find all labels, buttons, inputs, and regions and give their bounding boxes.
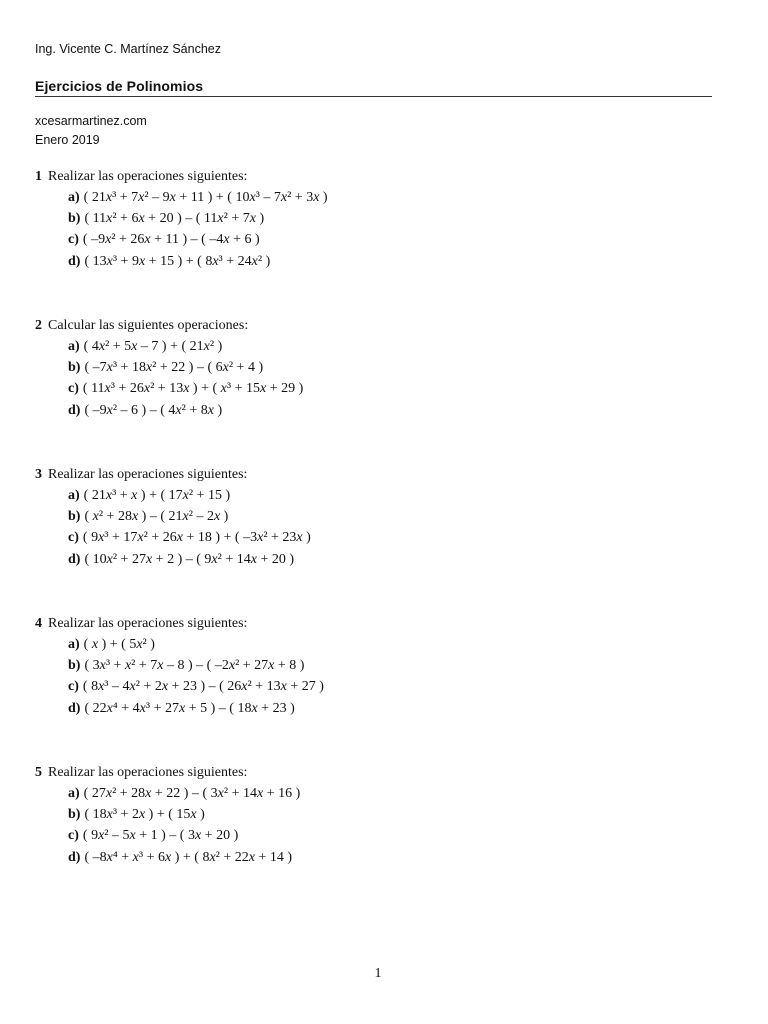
exercise-item xyxy=(35,804,715,825)
item-label: d) xyxy=(68,849,81,865)
document-date: Enero 2019 xyxy=(35,133,100,147)
polynomial-expression: ( 11x³ + 26x² + 13x ) + ( x³ + 15x + 29 ) xyxy=(82,381,304,397)
exercise-item xyxy=(35,485,715,506)
exercise-item xyxy=(35,251,715,272)
exercise-item xyxy=(35,825,715,846)
exercise-5 xyxy=(35,762,715,868)
item-label: d) xyxy=(68,700,81,716)
item-label: a) xyxy=(68,339,80,354)
polynomial-expression: ( –9x² + 26x + 11 ) – ( –4x + 6 ) xyxy=(82,232,260,248)
polynomial-expression: ( –7x³ + 18x² + 22 ) – ( 6x² + 4 ) xyxy=(84,360,264,376)
exercise-2 xyxy=(35,315,715,421)
exercise-heading xyxy=(35,464,715,485)
item-label: b) xyxy=(68,509,81,525)
polynomial-expression: ( 11x² + 6x + 20 ) – ( 11x² + 7x ) xyxy=(84,211,265,227)
polynomial-expression: ( 18x³ + 2x ) + ( 15x ) xyxy=(84,807,205,823)
item-label: d) xyxy=(68,253,81,269)
exercise-item xyxy=(35,336,715,357)
polynomial-expression: ( 10x² + 27x + 2 ) – ( 9x² + 14x + 20 ) xyxy=(84,551,295,567)
exercise-item xyxy=(35,208,715,229)
exercise-item xyxy=(35,676,715,697)
exercise-number: 4 xyxy=(35,616,42,631)
item-label: c) xyxy=(68,232,79,248)
item-label: a) xyxy=(68,190,80,205)
item-label: b) xyxy=(68,658,81,674)
title-rule xyxy=(35,78,712,97)
polynomial-expression: ( 21x³ + 7x² – 9x + 11 ) + ( 10x³ – 7x² + 3x ) xyxy=(83,190,328,205)
exercise-number: 1 xyxy=(35,169,42,184)
exercise-item xyxy=(35,378,715,399)
exercise-3 xyxy=(35,464,715,570)
exercise-heading xyxy=(35,166,715,187)
polynomial-expression: ( 27x² + 28x + 22 ) – ( 3x² + 14x + 16 ) xyxy=(83,786,301,801)
exercise-item xyxy=(35,187,715,208)
item-label: b) xyxy=(68,807,81,823)
exercise-item xyxy=(35,655,715,676)
exercise-instruction: Calcular las siguientes operaciones: xyxy=(48,318,249,333)
polynomial-expression: ( 9x² – 5x + 1 ) – ( 3x + 20 ) xyxy=(82,828,239,844)
item-label: c) xyxy=(68,530,79,546)
exercise-heading xyxy=(35,315,715,336)
exercise-item xyxy=(35,400,715,421)
polynomial-expression: ( 4x² + 5x – 7 ) + ( 21x² ) xyxy=(83,339,223,354)
exercise-item xyxy=(35,783,715,804)
item-label: a) xyxy=(68,488,80,503)
item-label: b) xyxy=(68,211,81,227)
polynomial-expression: ( x ) + ( 5x² ) xyxy=(83,637,155,652)
exercise-heading xyxy=(35,613,715,634)
polynomial-expression: ( –8x⁴ + x³ + 6x ) + ( 8x² + 22x + 14 ) xyxy=(84,849,293,865)
exercise-number: 2 xyxy=(35,318,42,333)
item-label: c) xyxy=(68,679,79,695)
exercise-item xyxy=(35,847,715,868)
item-label: c) xyxy=(68,828,79,844)
document-title: Ejercicios de Polinomios xyxy=(35,78,204,94)
polynomial-expression: ( 21x³ + x ) + ( 17x² + 15 ) xyxy=(83,488,231,503)
exercise-1 xyxy=(35,166,715,272)
website: xcesarmartinez.com xyxy=(35,114,147,128)
item-label: d) xyxy=(68,402,81,418)
exercise-item xyxy=(35,357,715,378)
page-number: 1 xyxy=(374,966,382,981)
exercise-item xyxy=(35,698,715,719)
polynomial-expression: ( –9x² – 6 ) – ( 4x² + 8x ) xyxy=(84,402,223,418)
polynomial-expression: ( 8x³ – 4x² + 2x + 23 ) – ( 26x² + 13x + 27 ) xyxy=(82,679,324,695)
item-label: c) xyxy=(68,381,79,397)
item-label: a) xyxy=(68,637,80,652)
item-label: b) xyxy=(68,360,81,376)
polynomial-expression: ( 22x⁴ + 4x³ + 27x + 5 ) – ( 18x + 23 ) xyxy=(84,700,295,716)
polynomial-expression: ( 13x³ + 9x + 15 ) + ( 8x³ + 24x² ) xyxy=(84,253,271,269)
exercise-instruction: Realizar las operaciones siguientes: xyxy=(48,765,248,780)
exercise-item xyxy=(35,506,715,527)
exercise-heading xyxy=(35,762,715,783)
author-name: Ing. Vicente C. Martínez Sánchez xyxy=(35,42,221,56)
item-label: d) xyxy=(68,551,81,567)
exercise-instruction: Realizar las operaciones siguientes: xyxy=(48,616,248,631)
exercise-item xyxy=(35,527,715,548)
polynomial-expression: ( x² + 28x ) – ( 21x² – 2x ) xyxy=(84,509,229,525)
exercise-instruction: Realizar las operaciones siguientes: xyxy=(48,169,248,184)
exercise-number: 3 xyxy=(35,467,42,482)
exercise-item xyxy=(35,634,715,655)
polynomial-expression: ( 3x³ + x² + 7x – 8 ) – ( –2x² + 27x + 8 ) xyxy=(84,658,305,674)
exercise-number: 5 xyxy=(35,765,42,780)
exercise-instruction: Realizar las operaciones siguientes: xyxy=(48,467,248,482)
item-label: a) xyxy=(68,786,80,801)
exercise-item xyxy=(35,229,715,250)
polynomial-expression: ( 9x³ + 17x² + 26x + 18 ) + ( –3x² + 23x ) xyxy=(82,530,311,546)
exercise-4 xyxy=(35,613,715,719)
exercise-item xyxy=(35,549,715,570)
